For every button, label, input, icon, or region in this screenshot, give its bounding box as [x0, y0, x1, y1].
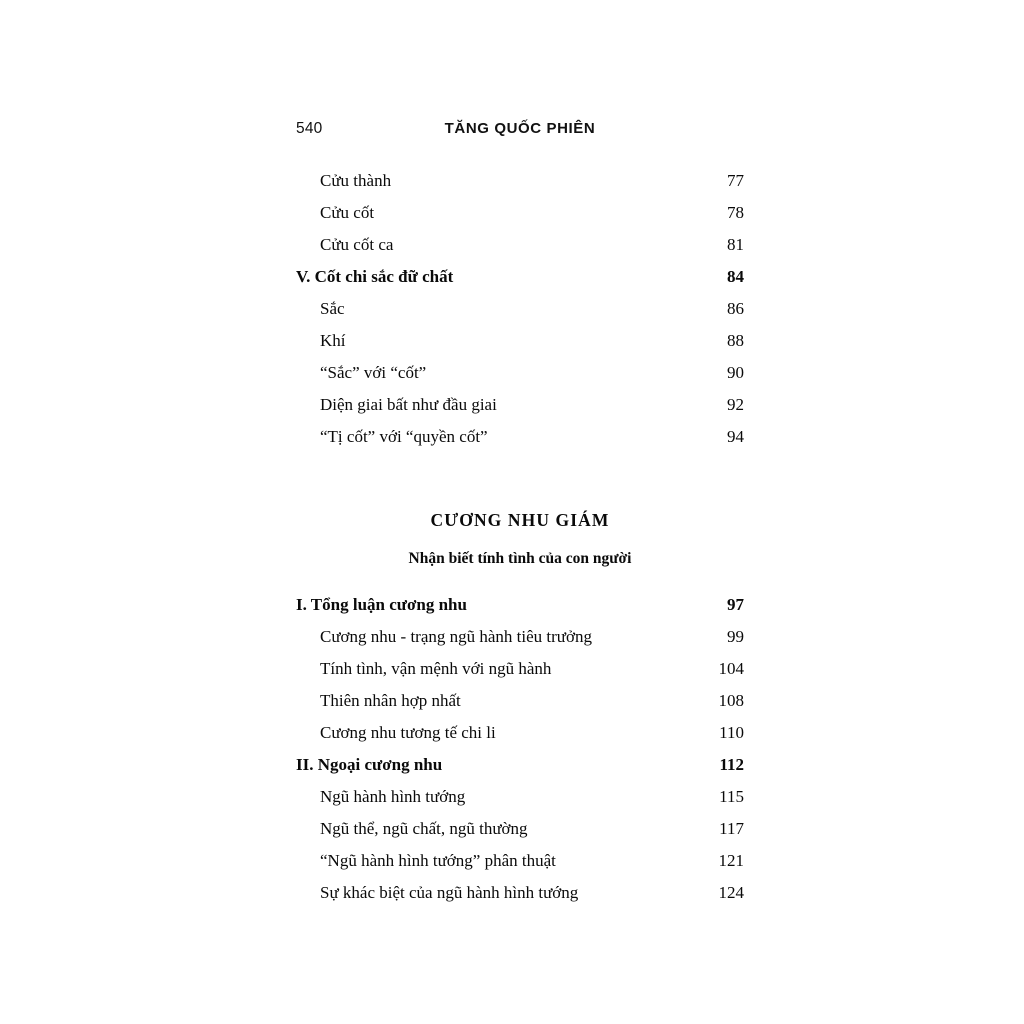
toc-entry[interactable]: [296, 876, 744, 908]
toc-entry-label: Cửu cốt ca: [320, 234, 394, 254]
section-spacer: [296, 452, 744, 482]
toc-entry[interactable]: [296, 588, 744, 620]
toc-entry-label: Cương nhu - trạng ngũ hành tiêu trưởng: [320, 626, 593, 646]
toc-entry[interactable]: [296, 196, 744, 228]
toc-entry[interactable]: [296, 324, 744, 356]
toc-entry[interactable]: [296, 164, 744, 196]
toc-entry-page-number: 112: [719, 754, 744, 774]
toc-entry-page-number: 92: [727, 394, 744, 414]
toc-entry-label: Sự khác biệt của ngũ hành hình tướng: [320, 882, 579, 902]
running-head: [296, 120, 744, 148]
toc-entry-page-number: 86: [727, 298, 744, 318]
toc-entry[interactable]: [296, 684, 744, 716]
toc-entry-page-number: 104: [718, 658, 744, 678]
toc-entry-label: Sắc: [320, 298, 345, 318]
toc-entry-page-number: 99: [727, 626, 744, 646]
toc-entry-label: II. Ngoại cương nhu: [296, 754, 443, 774]
running-head-title: TĂNG QUỐC PHIÊN: [444, 120, 596, 137]
toc-entry-label: Khí: [320, 330, 346, 350]
toc-entry-page-number: 117: [719, 818, 744, 838]
section-subtitle: Nhận biết tính tình của con người: [408, 550, 632, 567]
toc-entry-page-number: 77: [727, 170, 744, 190]
section-title: CƯƠNG NHU GIÁM: [430, 510, 610, 530]
toc-entry[interactable]: [296, 356, 744, 388]
toc-entry-page-number: 94: [727, 426, 744, 446]
toc-entry-page-number: 121: [718, 850, 744, 870]
toc-entry[interactable]: [296, 748, 744, 780]
toc-entry-page-number: 81: [727, 234, 744, 254]
toc-entry[interactable]: [296, 844, 744, 876]
toc-entry-page-number: 97: [727, 594, 744, 614]
toc-entry-page-number: 88: [727, 330, 744, 350]
toc-entry[interactable]: [296, 716, 744, 748]
toc-entry[interactable]: [296, 812, 744, 844]
toc-entry-label: Tính tình, vận mệnh với ngũ hành: [320, 658, 552, 678]
toc-entry-label: “Tị cốt” với “quyền cốt”: [320, 426, 488, 446]
toc-entry-label: Ngũ thể, ngũ chất, ngũ thường: [320, 818, 528, 838]
toc-entry-page-number: 124: [718, 882, 744, 902]
toc-entry-label: Cửu cốt: [320, 202, 375, 222]
toc-entry-label: I. Tổng luận cương nhu: [296, 594, 467, 614]
toc-entry[interactable]: [296, 652, 744, 684]
toc-entry-page-number: 115: [719, 786, 744, 806]
toc-entry[interactable]: [296, 388, 744, 420]
subtitle-spacer: [296, 576, 744, 588]
toc-entry-page-number: 78: [727, 202, 744, 222]
toc-entry-label: “Sắc” với “cốt”: [320, 362, 427, 382]
toc-entry-label: V. Cốt chi sắc đữ chất: [296, 266, 454, 286]
toc-entry[interactable]: [296, 420, 744, 452]
toc-entry-page-number: 90: [727, 362, 744, 382]
toc-entry-label: Ngũ hành hình tướng: [320, 786, 466, 806]
toc-entry-label: Cửu thành: [320, 170, 392, 190]
toc-entry-label: Thiên nhân hợp nhất: [320, 690, 461, 710]
toc-list-part-two: [296, 588, 744, 908]
toc-entry[interactable]: [296, 780, 744, 812]
page-content: [296, 120, 744, 908]
toc-entry[interactable]: [296, 260, 744, 292]
toc-entry[interactable]: [296, 292, 744, 324]
toc-entry-page-number: 110: [719, 722, 744, 742]
toc-entry[interactable]: [296, 620, 744, 652]
toc-entry-page-number: 84: [727, 266, 744, 286]
toc-entry-label: Diện giai bất như đầu giai: [320, 394, 497, 414]
toc-entry[interactable]: [296, 228, 744, 260]
toc-list-part-one: [296, 164, 744, 452]
toc-entry-page-number: 108: [718, 690, 744, 710]
page-folio: 540: [296, 120, 323, 137]
toc-entry-label: Cương nhu tương tế chi li: [320, 722, 496, 742]
toc-entry-label: “Ngũ hành hình tướng” phân thuật: [320, 850, 556, 870]
